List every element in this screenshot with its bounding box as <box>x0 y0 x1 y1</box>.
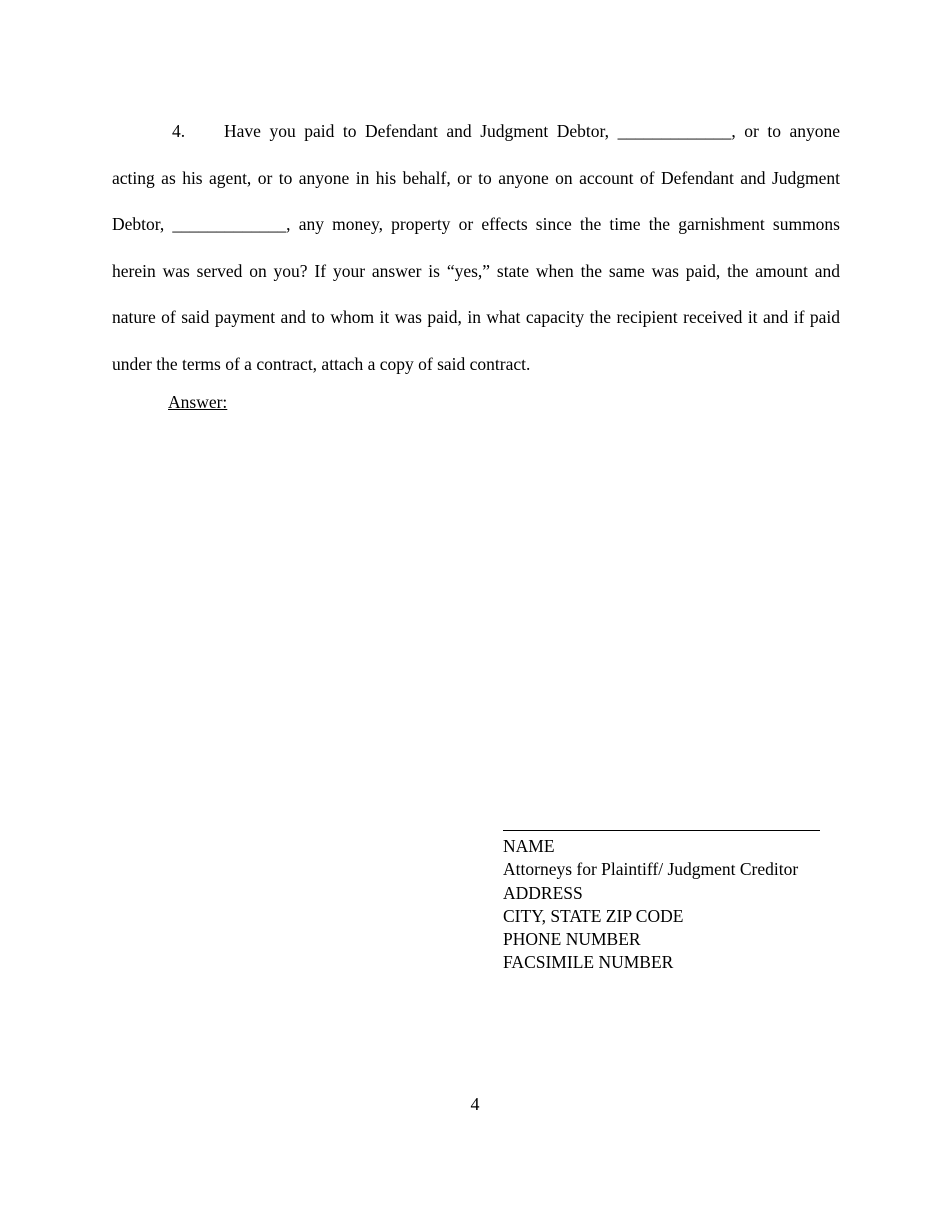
signer-address: ADDRESS <box>503 882 583 903</box>
signer-title: Attorneys for Plaintiff/ Judgment Creditor <box>503 859 799 880</box>
answer-label: Answer: <box>168 392 228 412</box>
question-paragraph <box>112 108 840 387</box>
signer-phone: PHONE NUMBER <box>503 929 641 950</box>
signer-name: NAME <box>503 836 555 856</box>
question-number: 4. <box>172 121 186 141</box>
signature-line <box>503 808 820 831</box>
question-text: Have you paid to Defendant and Judgment Debtor, _____________, or to anyone acting as his agent, or to anyone in his behalf, or to anyone on account of Defendant and Judgment Debtor, _____________, any money, property or effects since the time the garnishment summons herein was served on you? If your answer is “yes,” state when the same was paid, the amount and nature of said payment and to whom it was paid, in what capacity the recipient received it and if paid under the terms of a contract, attach a copy of said contract. <box>112 121 840 374</box>
page-number: 4 <box>470 1094 480 1114</box>
signer-city-state-zip: CITY, STATE ZIP CODE <box>503 905 684 926</box>
signer-fax: FACSIMILE NUMBER <box>503 952 674 973</box>
signature-block <box>503 808 843 975</box>
